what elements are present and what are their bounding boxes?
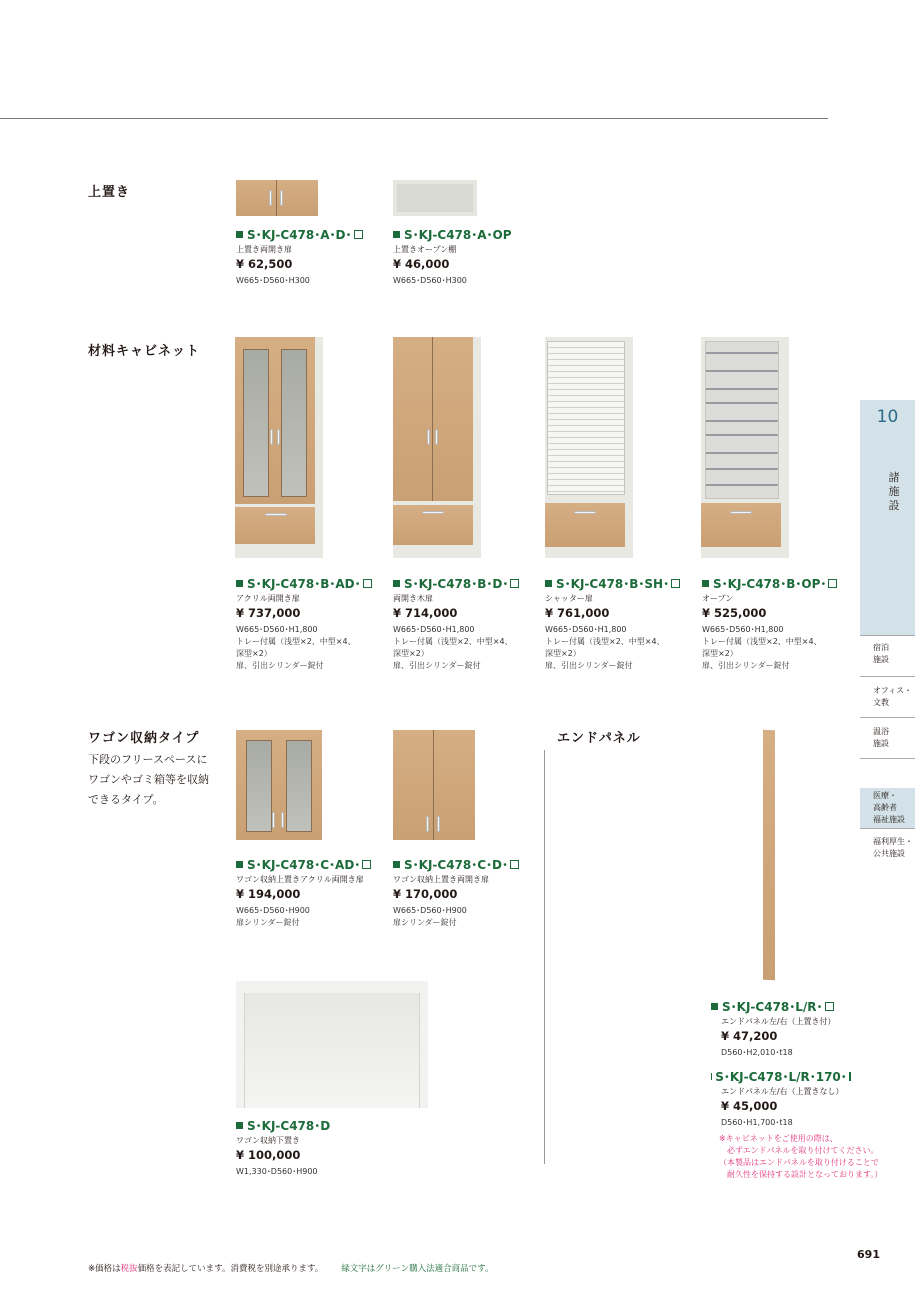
section-title-top: 上置き	[88, 185, 131, 200]
product-spec: W665･D560･H1,800	[236, 625, 318, 634]
product-price: ¥ 45,000	[721, 1099, 778, 1113]
product-spec: トレー付属（浅型×2、中型×4、	[236, 637, 356, 646]
product-spec: W665･D560･H1,800	[393, 625, 475, 634]
product-spec: D560･H2,010･t18	[721, 1048, 793, 1057]
product-code: S･KJ-C478･D	[247, 1119, 331, 1133]
wagon-top-wood-image	[393, 730, 475, 840]
product-spec: トレー付属（浅型×2、中型×4、	[393, 637, 513, 646]
section-title-end-panel: エンドパネル	[557, 731, 641, 746]
product-price: ¥ 100,000	[236, 1148, 301, 1162]
end-panel-image	[763, 730, 775, 980]
color-box-icon	[362, 860, 371, 869]
side-divider	[860, 828, 915, 829]
product-spec: 深型×2）	[702, 649, 738, 658]
product-code: S･KJ-C478･B･SH･	[556, 577, 670, 591]
color-box-icon	[849, 1072, 851, 1081]
product-spec: 扉、引出シリンダー錠付	[236, 661, 324, 670]
product-spec: W665･D560･H900	[236, 906, 310, 915]
product-code: S･KJ-C478･B･D･	[404, 577, 509, 591]
cabinet-open-image	[701, 337, 789, 558]
color-box-icon	[825, 1002, 834, 1011]
chapter-label-tab	[860, 435, 915, 635]
header-rule	[0, 118, 828, 119]
product-spec: 扉シリンダー錠付	[236, 918, 300, 927]
wagon-bottom-image	[236, 981, 428, 1108]
product-p1	[236, 226, 396, 287]
product-name: オープン	[702, 594, 734, 603]
side-divider	[860, 635, 915, 636]
color-box-icon	[363, 579, 372, 588]
product-spec: 深型×2）	[236, 649, 272, 658]
color-box-icon	[828, 579, 837, 588]
product-spec: 扉、引出シリンダー錠付	[702, 661, 790, 670]
product-spec: W1,330･D560･H900	[236, 1167, 318, 1176]
product-spec: W665･D560･H300	[393, 276, 467, 285]
product-p4	[393, 575, 553, 672]
footer-note: ※価格は税抜価格を表記しています。消費税を別途承ります。 緑文字はグリーン購入法適合商品です。	[88, 1264, 494, 1274]
product-spec: 深型×2）	[393, 649, 429, 658]
product-price: ¥ 170,000	[393, 887, 458, 901]
color-box-icon	[354, 230, 363, 239]
product-price: ¥ 737,000	[236, 606, 301, 620]
side-divider	[860, 676, 915, 677]
square-bullet-icon	[393, 580, 400, 587]
product-code: S･KJ-C478･B･OP･	[713, 577, 827, 591]
cabinet-shutter-image	[545, 337, 633, 558]
product-price: ¥ 714,000	[393, 606, 458, 620]
product-spec: トレー付属（浅型×2、中型×4、	[702, 637, 822, 646]
product-name: エンドパネル左/右（上置き付）	[721, 1017, 836, 1026]
section-desc-wagon: 下段のフリースペースに ワゴンやゴミ箱等を収納 できるタイプ。	[88, 753, 209, 806]
product-p6	[702, 575, 862, 672]
chapter-label: 諸施設	[888, 471, 900, 512]
top-unit-open-image	[393, 180, 477, 216]
product-name: ワゴン収納上置き両開き扉	[393, 875, 489, 884]
product-p2	[393, 226, 553, 287]
cabinet-wood-door-image	[393, 337, 481, 558]
color-box-icon	[671, 579, 680, 588]
product-spec: D560･H1,700･t18	[721, 1118, 793, 1127]
color-box-icon	[510, 860, 519, 869]
product-code: S･KJ-C478･L/R･	[722, 1000, 823, 1014]
column-divider	[544, 750, 545, 1164]
product-p8	[393, 856, 553, 929]
product-price: ¥ 47,200	[721, 1029, 778, 1043]
section-title-wagon: ワゴン収納タイプ	[88, 731, 200, 746]
product-p11	[711, 1068, 851, 1129]
product-p5	[545, 575, 705, 672]
top-unit-door-image	[236, 180, 318, 216]
product-price: ¥ 46,000	[393, 257, 450, 271]
product-name: 両開き木扉	[393, 594, 433, 603]
product-name: アクリル両開き扉	[236, 594, 300, 603]
square-bullet-icon	[711, 1003, 718, 1010]
product-code: S･KJ-C478･A･D･	[247, 228, 352, 242]
product-name: 上置きオープン棚	[393, 245, 457, 254]
side-nav-item-public[interactable]: 福利厚生・ 公共施設	[873, 837, 913, 858]
square-bullet-icon	[393, 231, 400, 238]
product-p10	[711, 998, 851, 1059]
side-divider	[860, 717, 915, 718]
product-price: ¥ 62,500	[236, 257, 293, 271]
square-bullet-icon	[393, 861, 400, 868]
product-price: ¥ 761,000	[545, 606, 610, 620]
page-number: 691	[857, 1248, 880, 1261]
square-bullet-icon	[236, 1122, 243, 1129]
square-bullet-icon	[702, 580, 709, 587]
product-code: S･KJ-C478･B･AD･	[247, 577, 361, 591]
side-nav-item-office[interactable]: オフィス・ 文教	[873, 686, 913, 707]
side-nav-item-lodging[interactable]: 宿泊 施設	[873, 643, 889, 664]
product-p9	[236, 1117, 396, 1178]
product-spec: 扉、引出シリンダー錠付	[545, 661, 633, 670]
square-bullet-icon	[236, 580, 243, 587]
product-name: シャッター扉	[545, 594, 593, 603]
cabinet-acrylic-image	[235, 337, 323, 558]
chapter-number-tab: 10	[860, 400, 915, 435]
product-spec: W665･D560･H300	[236, 276, 310, 285]
wagon-top-acrylic-image	[236, 730, 322, 840]
product-spec: W665･D560･H1,800	[702, 625, 784, 634]
section-title-cabinet: 材料キャビネット	[88, 344, 201, 359]
product-name: 上置き両開き扉	[236, 245, 292, 254]
product-spec: 扉シリンダー錠付	[393, 918, 457, 927]
product-spec: 扉、引出シリンダー錠付	[393, 661, 481, 670]
product-spec: W665･D560･H1,800	[545, 625, 627, 634]
product-name: ワゴン収納上置きアクリル両開き扉	[236, 875, 364, 884]
product-spec: トレー付属（浅型×2、中型×4、	[545, 637, 665, 646]
side-nav-item-bath[interactable]: 温浴 施設	[873, 727, 889, 748]
product-code: S･KJ-C478･L/R･170･	[715, 1070, 847, 1084]
product-spec: 深型×2）	[545, 649, 581, 658]
product-name: ワゴン収納下置き	[236, 1136, 300, 1145]
product-price: ¥ 525,000	[702, 606, 767, 620]
side-divider	[860, 758, 915, 759]
product-code: S･KJ-C478･A･OP	[404, 228, 512, 242]
product-p7	[236, 856, 396, 929]
product-code: S･KJ-C478･C･AD･	[247, 858, 361, 872]
side-nav-item-medical[interactable]: 医療・ 高齢者 福祉施設	[873, 791, 905, 824]
square-bullet-icon	[236, 231, 243, 238]
product-p3	[236, 575, 396, 672]
square-bullet-icon	[236, 861, 243, 868]
product-spec: W665･D560･H900	[393, 906, 467, 915]
product-code: S･KJ-C478･C･D･	[404, 858, 509, 872]
product-name: エンドパネル左/右（上置きなし）	[721, 1087, 844, 1096]
end-panel-note: ※キャビネットをご使用の際は、 必ずエンドパネルを取り付けてください。 （本製品はエンドパネルを取り付けることで 耐久性を保持する設計となっております。）	[719, 1134, 883, 1179]
square-bullet-icon	[545, 580, 552, 587]
color-box-icon	[510, 579, 519, 588]
product-price: ¥ 194,000	[236, 887, 301, 901]
